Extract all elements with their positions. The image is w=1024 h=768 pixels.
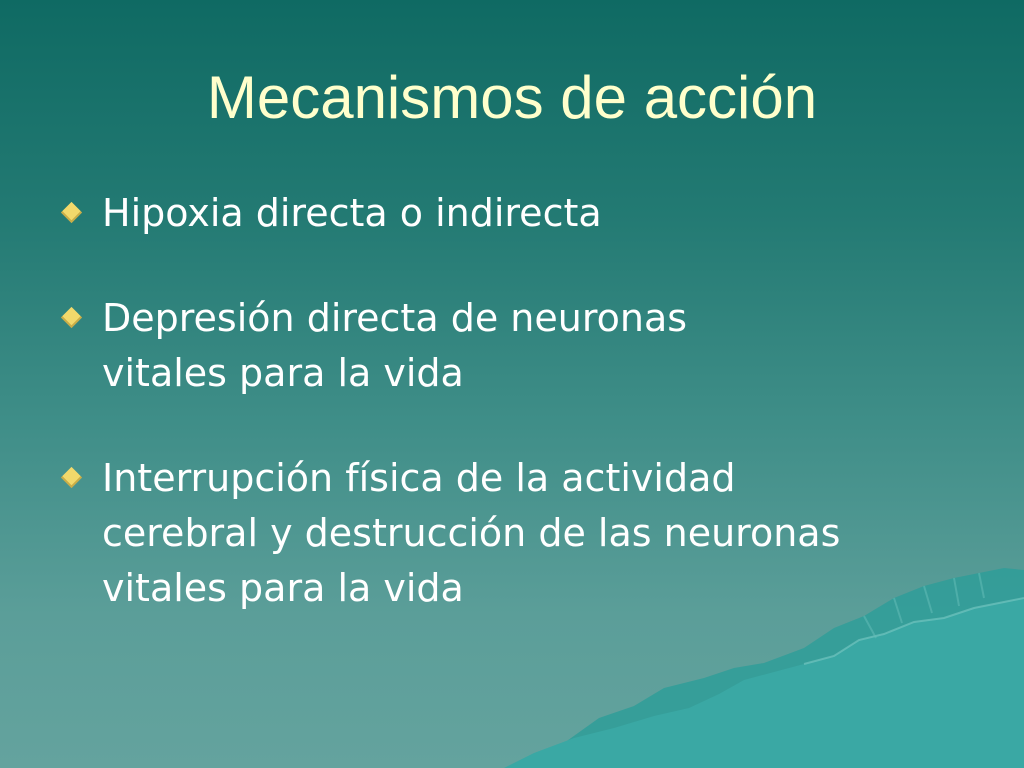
diamond-icon [61,467,82,488]
diamond-icon [61,307,82,328]
bullet-item-1 [62,186,962,241]
mountain-illustration [504,568,1024,768]
diamond-icon [61,202,82,223]
bullet-text: Hipoxia directa o indirecta [102,191,602,235]
bullet-text: Depresión directa de neuronas vitales para la vida [102,296,688,395]
bullet-text: Interrupción física de la actividad cerebral y destrucción de las neuronas vitales para la vida [102,456,841,610]
bullet-item-2 [62,291,962,401]
mountain-front-shape [504,598,1024,768]
slide-title: Mecanismos de acción [206,64,818,131]
